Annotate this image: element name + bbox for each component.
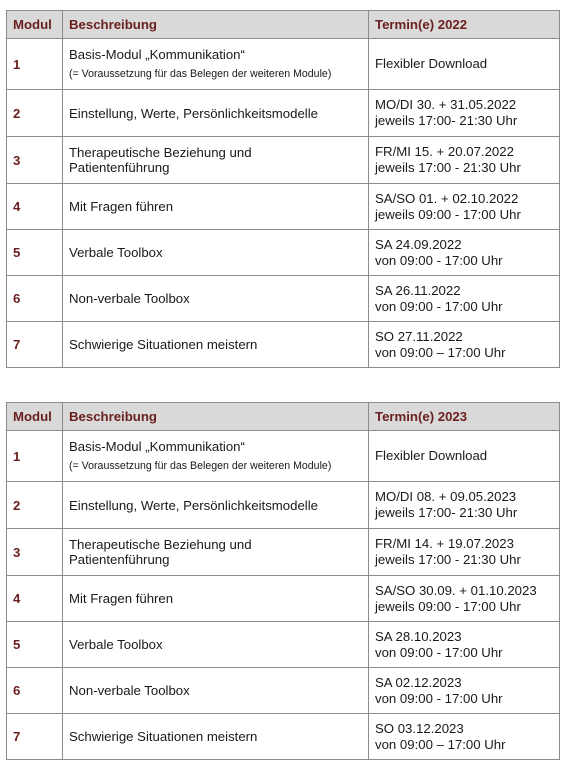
time-line: von 09:00 – 17:00 Uhr <box>375 344 506 360</box>
schedule-table-0 <box>6 10 560 368</box>
date-line: MO/DI 08. + 09.05.2023 <box>375 489 517 504</box>
header-beschreibung: Beschreibung <box>63 11 369 39</box>
date-line: SA 02.12.2023 <box>375 674 462 690</box>
description-line: Schwierige Situationen meistern <box>69 337 258 352</box>
time-line: von 09:00 - 17:00 Uhr <box>375 298 503 314</box>
module-description <box>63 230 369 276</box>
description-line: Verbale Toolbox <box>69 637 163 652</box>
module-dates <box>369 622 560 668</box>
date-line: MO/DI 30. + 31.05.2022 <box>375 97 517 112</box>
time-line: von 09:00 - 17:00 Uhr <box>375 644 503 660</box>
module-dates <box>369 39 560 90</box>
modul-number: 2 <box>7 482 63 529</box>
modul-number: 4 <box>7 184 63 230</box>
module-dates <box>369 322 560 368</box>
module-description <box>63 39 369 90</box>
module-description <box>63 576 369 622</box>
header-beschreibung: Beschreibung <box>63 403 369 431</box>
prerequisite-note: (= Voraussetzung für das Belegen der weiteren Module) <box>69 459 332 472</box>
time-line: jeweils 17:00- 21:30 Uhr <box>375 505 518 520</box>
header-termine: Termin(e) 2022 <box>369 11 560 39</box>
date-line: FR/MI 15. + 20.07.2022 <box>375 144 514 159</box>
description-line: Mit Fragen führen <box>69 199 174 214</box>
modul-number: 5 <box>7 230 63 276</box>
module-dates <box>369 668 560 714</box>
table-row <box>7 276 560 322</box>
time-line: von 09:00 – 17:00 Uhr <box>375 736 506 752</box>
date-line: SO 27.11.2022 <box>375 328 463 344</box>
modul-number: 7 <box>7 714 63 760</box>
description-line: Therapeutische Beziehung und <box>69 145 252 160</box>
header-modul: Modul <box>7 403 63 431</box>
module-description <box>63 184 369 230</box>
module-description <box>63 714 369 760</box>
table-row <box>7 529 560 576</box>
table-row <box>7 90 560 137</box>
module-dates <box>369 482 560 529</box>
description-line: Schwierige Situationen meistern <box>69 729 258 744</box>
date-line: Flexibler Download <box>375 448 488 463</box>
module-dates <box>369 184 560 230</box>
modul-number: 1 <box>7 39 63 90</box>
table-row <box>7 622 560 668</box>
description-line: Non-verbale Toolbox <box>69 291 190 306</box>
header-row <box>7 403 560 431</box>
modul-number: 6 <box>7 668 63 714</box>
time-line: jeweils 17:00- 21:30 Uhr <box>375 113 518 128</box>
table-row <box>7 431 560 482</box>
module-description <box>63 529 369 576</box>
modul-number: 3 <box>7 529 63 576</box>
module-dates <box>369 529 560 576</box>
description-line-2: Patientenführung <box>69 160 170 175</box>
module-description <box>63 482 369 529</box>
table-row <box>7 137 560 184</box>
module-description <box>63 431 369 482</box>
module-description <box>63 668 369 714</box>
description-line: Einstellung, Werte, Persönlichkeitsmodelle <box>69 497 318 513</box>
modul-number: 1 <box>7 431 63 482</box>
header-modul: Modul <box>7 11 63 39</box>
time-line: jeweils 17:00 - 21:30 Uhr <box>375 552 521 567</box>
date-line: SO 03.12.2023 <box>375 720 464 736</box>
date-line: SA 28.10.2023 <box>375 628 462 644</box>
time-line: von 09:00 - 17:00 Uhr <box>375 252 503 268</box>
description-line: Einstellung, Werte, Persönlichkeitsmodelle <box>69 105 318 121</box>
time-line: von 09:00 - 17:00 Uhr <box>375 690 503 706</box>
schedule-table-1 <box>6 402 560 760</box>
time-line: jeweils 09:00 - 17:00 Uhr <box>375 598 521 614</box>
header-row <box>7 11 560 39</box>
module-dates <box>369 276 560 322</box>
modul-number: 2 <box>7 90 63 137</box>
module-dates <box>369 431 560 482</box>
date-line: FR/MI 14. + 19.07.2023 <box>375 536 514 551</box>
module-dates <box>369 230 560 276</box>
date-line: Flexibler Download <box>375 56 488 71</box>
module-dates <box>369 576 560 622</box>
module-description <box>63 622 369 668</box>
description-line-2: Patientenführung <box>69 552 170 567</box>
table-row <box>7 576 560 622</box>
modul-number: 3 <box>7 137 63 184</box>
time-line: jeweils 17:00 - 21:30 Uhr <box>375 160 521 175</box>
modul-number: 6 <box>7 276 63 322</box>
table-row <box>7 482 560 529</box>
module-dates <box>369 137 560 184</box>
module-description <box>63 322 369 368</box>
date-line: SA/SO 30.09. + 01.10.2023 <box>375 582 537 598</box>
date-line: SA/SO 01. + 02.10.2022 <box>375 190 519 206</box>
description-line: Verbale Toolbox <box>69 245 163 260</box>
time-line: jeweils 09:00 - 17:00 Uhr <box>375 206 521 222</box>
description-line: Therapeutische Beziehung und <box>69 537 252 552</box>
table-row <box>7 714 560 760</box>
modul-number: 4 <box>7 576 63 622</box>
modul-number: 7 <box>7 322 63 368</box>
table-row <box>7 230 560 276</box>
prerequisite-note: (= Voraussetzung für das Belegen der weiteren Module) <box>69 67 332 80</box>
module-description <box>63 90 369 137</box>
description-line: Mit Fragen führen <box>69 591 174 606</box>
header-termine: Termin(e) 2023 <box>369 403 560 431</box>
module-description <box>63 137 369 184</box>
table-row <box>7 322 560 368</box>
table-row <box>7 184 560 230</box>
module-dates <box>369 90 560 137</box>
description-line: Basis-Modul „Kommunikation“ <box>69 46 245 62</box>
description-line: Basis-Modul „Kommunikation“ <box>69 438 245 454</box>
module-dates <box>369 714 560 760</box>
date-line: SA 24.09.2022 <box>375 236 462 252</box>
table-row <box>7 668 560 714</box>
table-row <box>7 39 560 90</box>
description-line: Non-verbale Toolbox <box>69 683 190 698</box>
modul-number: 5 <box>7 622 63 668</box>
module-description <box>63 276 369 322</box>
date-line: SA 26.11.2022 <box>375 282 461 298</box>
